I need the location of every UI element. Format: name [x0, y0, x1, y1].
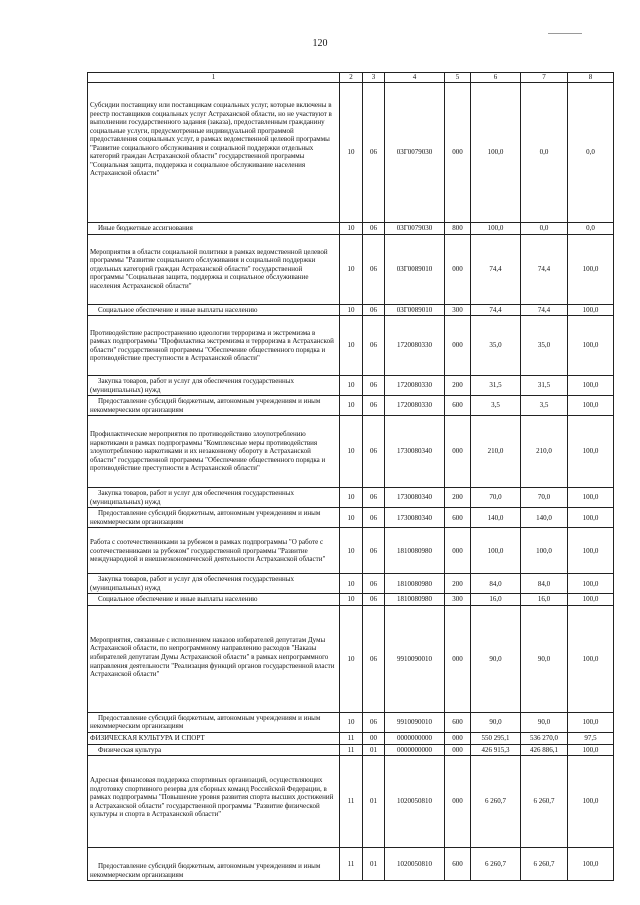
header-row: [88, 73, 614, 83]
column-header: 8: [568, 73, 614, 83]
cell-c7: 74,4: [521, 234, 568, 304]
cell-c4: 1720080330: [385, 396, 445, 416]
row-name: Адресная финансовая поддержка спортивных организаций, осуществляющих подготовку спортивного резерва для сборных команд Российской Федерации, в рамках подпрограммы "Повышение уровня развития спорта высших достижений в Астраханской области" государственной программы "Развитие физической культуры и спорта в Астраханской области": [90, 776, 334, 819]
cell-c6: 90,0: [471, 712, 521, 732]
cell-c2: 11: [340, 732, 363, 744]
cell-c8: 100,0: [568, 574, 614, 594]
row-name-cell: [88, 594, 340, 606]
cell-c4: 0000000000: [385, 732, 445, 744]
cell-c3: 06: [363, 223, 385, 235]
cell-c6: 210,0: [471, 416, 521, 488]
row-name: Закупка товаров, работ и услуг для обеспечения государственных (муниципальных) нужд: [90, 489, 295, 506]
row-name-cell: [88, 744, 340, 756]
cell-c8: 100,0: [568, 416, 614, 488]
cell-c2: 10: [340, 416, 363, 488]
cell-c8: 100,0: [568, 605, 614, 712]
cell-c7: 35,0: [521, 316, 568, 376]
table-row: [88, 234, 614, 304]
cell-c3: 06: [363, 508, 385, 528]
cell-c7: 6 260,7: [521, 848, 568, 881]
cell-c4: 03Г0079030: [385, 83, 445, 223]
cell-c7: 426 886,1: [521, 744, 568, 756]
table-row: [88, 396, 614, 416]
cell-c5: 200: [445, 574, 471, 594]
cell-c5: 000: [445, 744, 471, 756]
row-name-cell: [88, 316, 340, 376]
cell-c4: 9910090010: [385, 605, 445, 712]
cell-c4: 0000000000: [385, 744, 445, 756]
page-number: 120: [312, 38, 328, 49]
cell-c4: 1730080340: [385, 508, 445, 528]
cell-c2: 10: [340, 594, 363, 606]
row-name-cell: [88, 396, 340, 416]
row-name: Мероприятия в области социальной политики в рамках ведомственной целевой программы "Развитие социального обслуживания и социальной поддержки отдельных категорий граждан Астраханской области" государственной программы "Социальная защита, поддержка и социальное обслуживание населения Астраханской области": [90, 247, 328, 290]
cell-c5: 000: [445, 83, 471, 223]
cell-c3: 00: [363, 732, 385, 744]
table-row: [88, 756, 614, 848]
cell-c3: 06: [363, 304, 385, 316]
row-name: Закупка товаров, работ и услуг для обеспечения государственных (муниципальных) нужд: [90, 377, 295, 394]
cell-c4: 03Г0089010: [385, 234, 445, 304]
cell-c5: 300: [445, 594, 471, 606]
cell-c4: 03Г0089010: [385, 304, 445, 316]
cell-c6: 16,0: [471, 594, 521, 606]
cell-c6: 3,5: [471, 396, 521, 416]
table-body: [88, 83, 614, 881]
cell-c8: 100,0: [568, 744, 614, 756]
column-header: 7: [521, 73, 568, 83]
cell-c4: 1810080980: [385, 574, 445, 594]
cell-c3: 06: [363, 396, 385, 416]
cell-c8: 100,0: [568, 848, 614, 881]
cell-c4: 1810080980: [385, 528, 445, 574]
table-row: [88, 83, 614, 223]
cell-c7: 6 260,7: [521, 756, 568, 848]
cell-c8: 100,0: [568, 376, 614, 396]
cell-c3: 06: [363, 488, 385, 508]
cell-c2: 10: [340, 304, 363, 316]
table-row: [88, 594, 614, 606]
cell-c7: 84,0: [521, 574, 568, 594]
row-name: ФИЗИЧЕСКАЯ КУЛЬТУРА И СПОРТ: [90, 733, 205, 742]
cell-c2: 10: [340, 234, 363, 304]
table-row: [88, 508, 614, 528]
cell-c7: 70,0: [521, 488, 568, 508]
table-row: [88, 488, 614, 508]
cell-c3: 06: [363, 83, 385, 223]
table-row: [88, 712, 614, 732]
row-name: Социальное обеспечение и иные выплаты населению: [98, 305, 258, 314]
row-name: Предоставление субсидий бюджетным, автономным учреждениям и иным некоммерческим организациям: [90, 397, 321, 414]
cell-c3: 01: [363, 848, 385, 881]
cell-c4: 1020050810: [385, 848, 445, 881]
cell-c5: 000: [445, 416, 471, 488]
cell-c8: 100,0: [568, 508, 614, 528]
row-name-cell: [88, 574, 340, 594]
column-header: 4: [385, 73, 445, 83]
cell-c5: 600: [445, 712, 471, 732]
cell-c5: 000: [445, 756, 471, 848]
row-name-cell: [88, 83, 340, 223]
cell-c3: 06: [363, 316, 385, 376]
cell-c6: 35,0: [471, 316, 521, 376]
cell-c5: 600: [445, 508, 471, 528]
cell-c3: 06: [363, 594, 385, 606]
row-name-cell: [88, 304, 340, 316]
row-name: Противодействие распространению идеологии терроризма и экстремизма в рамках подпрограммы "Профилактика экстремизма и терроризма в Астраханской области" государственной программы "Обеспечение общественного порядка и противодействие преступности в Астраханской области": [90, 328, 334, 363]
cell-c8: 0,0: [568, 223, 614, 235]
row-name-cell: [88, 488, 340, 508]
cell-c2: 10: [340, 605, 363, 712]
cell-c5: 000: [445, 234, 471, 304]
row-name: Предоставление субсидий бюджетным, автономным учреждениям и иным некоммерческим организациям: [90, 509, 321, 526]
cell-c5: 200: [445, 376, 471, 396]
cell-c6: 74,4: [471, 304, 521, 316]
cell-c3: 01: [363, 756, 385, 848]
cell-c7: 90,0: [521, 605, 568, 712]
cell-c4: 1720080330: [385, 316, 445, 376]
cell-c5: 300: [445, 304, 471, 316]
cell-c4: 1020050810: [385, 756, 445, 848]
cell-c7: 210,0: [521, 416, 568, 488]
row-name: Социальное обеспечение и иные выплаты населению: [98, 595, 258, 604]
table-row: [88, 223, 614, 235]
cell-c6: 140,0: [471, 508, 521, 528]
cell-c8: 0,0: [568, 83, 614, 223]
row-name: Физическая культура: [98, 745, 162, 754]
cell-c3: 06: [363, 605, 385, 712]
row-name-cell: [88, 605, 340, 712]
cell-c8: 100,0: [568, 396, 614, 416]
column-header: 6: [471, 73, 521, 83]
cell-c2: 11: [340, 756, 363, 848]
cell-c3: 06: [363, 376, 385, 396]
cell-c3: 01: [363, 744, 385, 756]
cell-c6: 74,4: [471, 234, 521, 304]
row-name-cell: [88, 712, 340, 732]
row-name: Предоставление субсидий бюджетным, автономным учреждениям и иным некоммерческим организациям: [90, 862, 321, 879]
table-row: [88, 416, 614, 488]
cell-c6: 550 295,1: [471, 732, 521, 744]
cell-c2: 10: [340, 528, 363, 574]
table-row: [88, 528, 614, 574]
cell-c6: 426 915,3: [471, 744, 521, 756]
cell-c7: 536 270,0: [521, 732, 568, 744]
cell-c3: 06: [363, 574, 385, 594]
row-name: Иные бюджетные ассигнования: [98, 224, 193, 232]
cell-c5: 000: [445, 732, 471, 744]
cell-c2: 10: [340, 574, 363, 594]
row-name: Субсидии поставщику или поставщикам социальных услуг, которые включены в реестр поставщиков социальных услуг Астраханской области, но не участвуют в выполнении государственного задания (заказа), предоставленным гражданину социальные услуги, предусмотренные индивидуальной программой предоставления социальных услуг, в рамках ведомственной целевой программы "Развитие социального обслуживания и социальной поддержки отдельных категорий граждан Астраханской области" государственной программы "Социальная защита, поддержка и социальное обслуживание населения Астраханской области": [90, 101, 332, 178]
row-name: Работа с соотечественниками за рубежом в рамках подпрограммы "О работе с соотечественниками за рубежом" государственной программы "Развитие международной и внешнеэкономической деятельности Астраханской области": [90, 538, 326, 564]
cell-c2: 10: [340, 223, 363, 235]
row-name-cell: [88, 508, 340, 528]
cell-c6: 31,5: [471, 376, 521, 396]
row-name: Закупка товаров, работ и услуг для обеспечения государственных (муниципальных) нужд: [90, 575, 295, 592]
cell-c4: 9910090010: [385, 712, 445, 732]
cell-c8: 97,5: [568, 732, 614, 744]
row-name-cell: [88, 756, 340, 848]
cell-c4: 03Г0079030: [385, 223, 445, 235]
table-row: [88, 605, 614, 712]
cell-c7: 90,0: [521, 712, 568, 732]
cell-c8: 100,0: [568, 756, 614, 848]
cell-c6: 100,0: [471, 83, 521, 223]
table-row: [88, 376, 614, 396]
row-name-cell: [88, 528, 340, 574]
row-name-cell: [88, 234, 340, 304]
cell-c2: 10: [340, 396, 363, 416]
cell-c4: 1810080980: [385, 594, 445, 606]
row-name-cell: [88, 848, 340, 881]
cell-c7: 0,0: [521, 223, 568, 235]
table-row: [88, 732, 614, 744]
cell-c7: 16,0: [521, 594, 568, 606]
table-row: [88, 744, 614, 756]
cell-c3: 06: [363, 416, 385, 488]
column-header: 2: [340, 73, 363, 83]
table-row: [88, 316, 614, 376]
cell-c6: 100,0: [471, 223, 521, 235]
column-header: 1: [88, 73, 340, 83]
cell-c2: 11: [340, 848, 363, 881]
cell-c8: 100,0: [568, 488, 614, 508]
row-name-cell: [88, 416, 340, 488]
table-row: [88, 574, 614, 594]
cell-c7: 31,5: [521, 376, 568, 396]
row-name-cell: [88, 732, 340, 744]
cell-c2: 10: [340, 712, 363, 732]
cell-c7: 74,4: [521, 304, 568, 316]
cell-c2: 10: [340, 376, 363, 396]
cell-c2: 10: [340, 83, 363, 223]
cell-c8: 100,0: [568, 304, 614, 316]
cell-c2: 10: [340, 508, 363, 528]
column-header: 5: [445, 73, 471, 83]
cell-c8: 100,0: [568, 594, 614, 606]
cell-c8: 100,0: [568, 712, 614, 732]
cell-c8: 100,0: [568, 234, 614, 304]
cell-c5: 600: [445, 848, 471, 881]
cell-c8: 100,0: [568, 528, 614, 574]
cell-c5: 600: [445, 396, 471, 416]
table-row: [88, 304, 614, 316]
cell-c5: 800: [445, 223, 471, 235]
row-name: Профилактические мероприятия по противодействию злоупотреблению наркотиками в рамках подпрограммы "Комплексные меры противодействия злоупотреблению наркотиками и их незаконному обороту в Астраханской области" государственной программы "Обеспечение общественного порядка и противодействие преступности в Астраханской области": [90, 430, 326, 473]
cell-c4: 1730080340: [385, 416, 445, 488]
cell-c6: 6 260,7: [471, 848, 521, 881]
cell-c5: 000: [445, 316, 471, 376]
row-name-cell: [88, 376, 340, 396]
cell-c7: 3,5: [521, 396, 568, 416]
row-name: Мероприятия, связанные с исполнением наказов избирателей депутатам Думы Астраханской области, по непрограммному направлению расходов "Наказы избирателей депутатам Думы Астраханской области" в рамках непрограммного направления деятельности "Реализация функций органов государственной власти Астраханской области": [90, 635, 335, 679]
cell-c2: 10: [340, 316, 363, 376]
cell-c2: 11: [340, 744, 363, 756]
scan-mark: [548, 33, 582, 34]
cell-c6: 6 260,7: [471, 756, 521, 848]
cell-c3: 06: [363, 528, 385, 574]
cell-c6: 70,0: [471, 488, 521, 508]
cell-c7: 0,0: [521, 83, 568, 223]
cell-c5: 000: [445, 605, 471, 712]
cell-c3: 06: [363, 234, 385, 304]
cell-c6: 90,0: [471, 605, 521, 712]
row-name: Предоставление субсидий бюджетным, автономным учреждениям и иным некоммерческим организациям: [90, 713, 321, 731]
cell-c4: 1730080340: [385, 488, 445, 508]
column-header: 3: [363, 73, 385, 83]
cell-c8: 100,0: [568, 316, 614, 376]
row-name-cell: [88, 223, 340, 235]
budget-table: [87, 72, 614, 881]
cell-c6: 84,0: [471, 574, 521, 594]
cell-c6: 100,0: [471, 528, 521, 574]
cell-c5: 200: [445, 488, 471, 508]
cell-c3: 06: [363, 712, 385, 732]
cell-c5: 000: [445, 528, 471, 574]
cell-c4: 1720080330: [385, 376, 445, 396]
cell-c2: 10: [340, 488, 363, 508]
table-row: [88, 848, 614, 881]
cell-c7: 100,0: [521, 528, 568, 574]
cell-c7: 140,0: [521, 508, 568, 528]
